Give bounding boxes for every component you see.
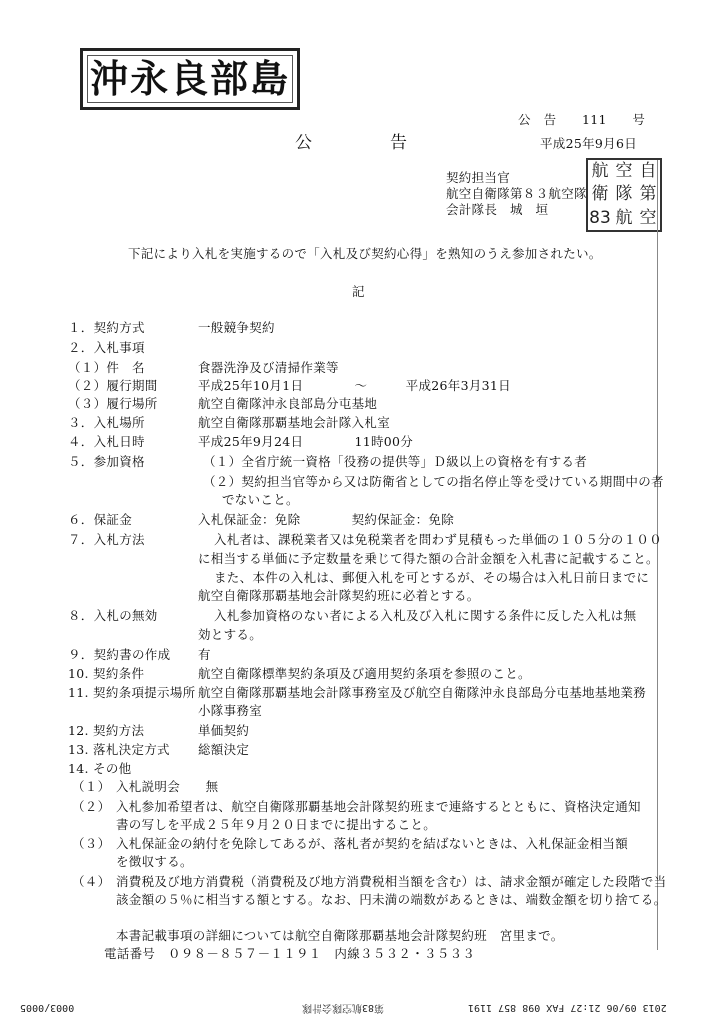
item-value: 航空自衛隊那覇基地会計隊契約班に必着とする。 bbox=[198, 588, 480, 603]
seal-char: 衛 bbox=[591, 184, 609, 205]
fax-footer-right: 0003/0005 bbox=[20, 1002, 75, 1013]
item-label: ３．入札場所 bbox=[68, 415, 145, 430]
item-label: ５．参加資格 bbox=[68, 454, 145, 469]
item-label: ９．契約書の作成 bbox=[68, 647, 171, 662]
item-value: 航空自衛隊沖永良部島分屯基地 bbox=[198, 396, 378, 411]
issuer-title: 契約担当官 bbox=[446, 170, 511, 185]
other-no: （１） bbox=[72, 779, 111, 794]
item-label: （１）件 名 bbox=[68, 360, 145, 375]
closing-text: 本書記載事項の詳細については航空自衛隊那覇基地会計隊契約班 宮里まで。 bbox=[116, 928, 564, 943]
item-value: 効とする。 bbox=[198, 627, 263, 642]
item-label: （２）履行期間 bbox=[68, 378, 158, 393]
item-value: また、本件の入札は、郵便入札を可とするが、その場合は入札日前日までに bbox=[214, 570, 650, 585]
seal-char: 空 bbox=[639, 207, 657, 228]
item-label: 14. その他 bbox=[68, 761, 132, 776]
seal-char: 航 bbox=[591, 161, 609, 182]
item-label: （３）履行場所 bbox=[68, 396, 158, 411]
item-label: 11. 契約条項提示場所 bbox=[68, 685, 196, 700]
item-value: 単価契約 bbox=[198, 723, 250, 738]
item-value: 有 bbox=[198, 647, 211, 662]
official-seal bbox=[586, 158, 662, 232]
item-label: ７．入札方法 bbox=[68, 532, 145, 547]
fax-footer-mid: 第83航空隊会計隊 bbox=[302, 1002, 385, 1013]
other-text: 入札参加希望者は、航空自衛隊那覇基地会計隊契約班まで連絡するとともに、資格決定通知 bbox=[116, 799, 641, 814]
phone-text: 電話番号 ０９８－８５７－１１９１ 内線３５３２・３５３３ bbox=[104, 946, 476, 961]
other-text: 書の写しを平成２５年９月２０日までに提出すること。 bbox=[116, 817, 437, 832]
item-label: ４．入札日時 bbox=[68, 434, 145, 449]
item-value: 航空自衛隊標準契約条項及び適用契約条項を参照のこと。 bbox=[198, 666, 531, 681]
item-label: ８．入札の無効 bbox=[68, 608, 158, 623]
issue-date: 平成25年9月6日 bbox=[540, 136, 638, 151]
other-text: 入札説明会 無 bbox=[116, 779, 219, 794]
intro-text: 下記により入札を実施するので「入札及び契約心得」を熟知のうえ参加されたい。 bbox=[128, 246, 602, 261]
fax-footer-left: 2013 09/06 21:27 FAX 098 857 1191 bbox=[468, 1002, 667, 1013]
item-value: 入札保証金：免除 契約保証金：免除 bbox=[198, 512, 455, 527]
notice-number: 公 告 111 号 bbox=[518, 112, 646, 127]
item-label: 12. 契約方法 bbox=[68, 723, 145, 738]
item-value: でないこと。 bbox=[222, 492, 299, 507]
seal-char: 第 bbox=[639, 184, 657, 205]
other-no: （２） bbox=[72, 799, 111, 814]
other-text: 入札保証金の納付を免除してあるが、落札者が契約を結ばないときは、入札保証金相当額 bbox=[116, 836, 629, 851]
item-value: 総額決定 bbox=[198, 742, 250, 757]
item-label: 13. 落札決定方式 bbox=[68, 742, 170, 757]
ki-heading: 記 bbox=[352, 284, 365, 299]
issuer-unit: 航空自衛隊第８３航空隊 bbox=[446, 186, 587, 201]
item-value: 小隊事務室 bbox=[198, 703, 263, 718]
seal-char: 空 bbox=[615, 161, 633, 182]
item-value: 平成25年10月1日 ～ 平成26年3月31日 bbox=[198, 378, 511, 393]
item-value: 入札参加資格のない者による入札及び入札に関する条件に反した入札は無 bbox=[214, 608, 637, 623]
seal-char: 自 bbox=[639, 161, 657, 182]
seal-char: 航 bbox=[615, 207, 633, 228]
item-value: 一般競争契約 bbox=[198, 320, 275, 335]
item-value: 航空自衛隊那覇基地会計隊事務室及び航空自衛隊沖永良部島分屯基地基地業務 bbox=[198, 685, 647, 700]
other-no: （４） bbox=[72, 874, 111, 889]
other-text: を徴収する。 bbox=[116, 854, 193, 869]
other-text: 該金額の５％に相当する額とする。なお、円未満の端数があるときは、端数金額を切り捨てる。 bbox=[116, 892, 667, 907]
seal-char: 83 bbox=[589, 207, 611, 228]
item-value: 食器洗浄及び清掃作業等 bbox=[198, 360, 339, 375]
item-label: ６．保証金 bbox=[68, 512, 133, 527]
seal-char: 隊 bbox=[615, 184, 633, 205]
other-no: （３） bbox=[72, 836, 111, 851]
issuer-name: 会計隊長 城 垣 bbox=[446, 202, 575, 217]
document-heading: 公 告 bbox=[295, 133, 409, 153]
item-value: 入札者は、課税業者又は免税業者を問わず見積もった単価の１０５分の１００ bbox=[214, 532, 663, 547]
item-value: 航空自衛隊那覇基地会計隊入札室 bbox=[198, 415, 391, 430]
item-label: １．契約方式 bbox=[68, 320, 145, 335]
item-value: （２）契約担当官等から又は防衛省としての指名停止等を受けている期間中の者 bbox=[203, 474, 664, 489]
title-stamp-text: 沖永良部島 bbox=[89, 57, 290, 101]
item-label: 10. 契約条件 bbox=[68, 666, 145, 681]
title-stamp bbox=[80, 48, 300, 110]
other-text: 消費税及び地方消費税（消費税及び地方消費税相当額を含む）は、請求金額が確定した段階で当 bbox=[116, 874, 667, 889]
item-label: ２．入札事項 bbox=[68, 340, 145, 355]
item-value: 平成25年9月24日 11時00分 bbox=[198, 434, 414, 449]
title-stamp-inner-border bbox=[87, 55, 293, 103]
item-value: に相当する単価に予定数量を乗じて得た額の合計金額を入札書に記載すること。 bbox=[198, 551, 659, 566]
item-value: （１）全省庁統一資格「役務の提供等」Ｄ級以上の資格を有する者 bbox=[203, 454, 588, 469]
